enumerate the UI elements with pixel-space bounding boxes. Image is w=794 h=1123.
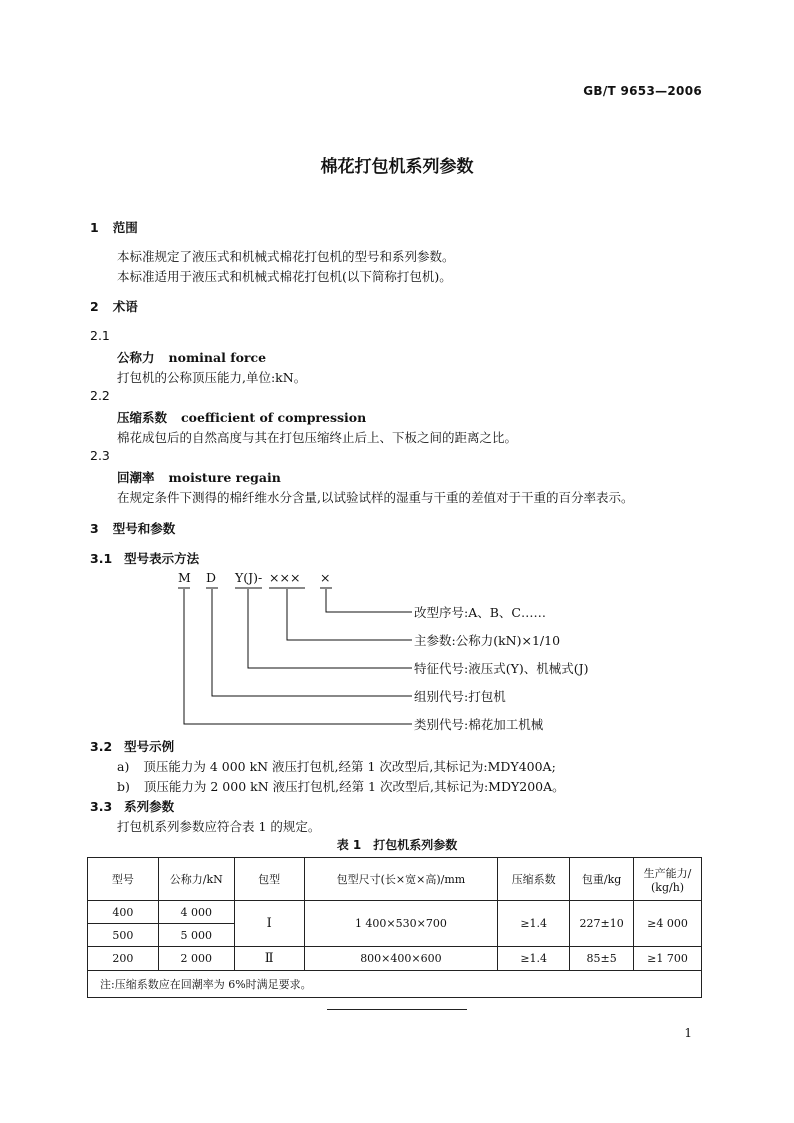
term-2-2-definition: 棉花成包后的自然高度与其在打包压缩终止后上、下板之间的距离之比。 — [117, 430, 518, 445]
section-1-number: 1 — [90, 220, 99, 235]
cell-model: 400 — [88, 901, 159, 924]
diagram-label-feature: 特征代号:液压式(Y)、机械式(J) — [414, 661, 589, 676]
table-header-row — [88, 858, 702, 901]
section-3-2-heading — [90, 737, 174, 755]
header-capacity-line-1: 生产能力/ — [643, 866, 692, 880]
section-3-1-title: 型号表示方法 — [124, 551, 200, 566]
section-3-2-title: 型号示例 — [124, 739, 175, 754]
section-1-para-2: 本标准适用于液压式和机械式棉花打包机(以下简称打包机)。 — [117, 269, 452, 284]
leader-feature — [248, 589, 412, 668]
cell-force: 2 000 — [158, 947, 234, 971]
cell-force: 5 000 — [158, 924, 234, 947]
term-2-1-cn: 公称力 — [117, 350, 155, 365]
cell-model: 200 — [88, 947, 159, 971]
table-row — [88, 947, 702, 971]
section-3-title: 型号和参数 — [112, 521, 176, 536]
section-2-number: 2 — [90, 299, 99, 314]
example-b-text: 顶压能力为 2 000 kN 液压打包机,经第 1 次改型后,其标记为:MDY200A。 — [143, 779, 565, 794]
example-b-marker: b) — [117, 779, 130, 794]
term-2-3-en: moisture regain — [168, 470, 281, 485]
header-capacity-line-2: (kg/h) — [650, 880, 685, 894]
code-main-param: ××× — [269, 570, 301, 585]
section-2-title: 术语 — [112, 299, 138, 314]
table-note-row — [88, 971, 702, 998]
leader-category — [184, 589, 412, 724]
end-rule — [327, 1009, 467, 1010]
section-3-3-number: 3.3 — [90, 799, 113, 814]
term-2-3-definition: 在规定条件下测得的棉纤维水分含量,以试验试样的湿重与干重的差值对于干重的百分率表示。 — [117, 490, 634, 505]
section-3-3-title: 系列参数 — [124, 799, 175, 814]
header-model: 型号 — [88, 858, 159, 901]
section-3-3-heading — [90, 797, 174, 815]
diagram-label-group: 组别代号:打包机 — [414, 689, 506, 704]
cell-size: 1 400×530×700 — [304, 901, 498, 947]
section-3-3-para: 打包机系列参数应符合表 1 的规定。 — [117, 819, 321, 834]
header-capacity — [634, 858, 702, 901]
term-2-1-en: nominal force — [168, 350, 267, 365]
diagram-label-category: 类别代号:棉花加工机械 — [414, 717, 544, 732]
term-2-1-number: 2.1 — [90, 328, 110, 343]
table-1-caption: 表 1 打包机系列参数 — [336, 838, 458, 852]
table-row — [88, 901, 702, 924]
example-a-marker: a) — [117, 759, 130, 774]
cell-size: 800×400×600 — [304, 947, 498, 971]
term-2-1-definition: 打包机的公称顶压能力,单位:kN。 — [117, 370, 307, 385]
example-a-text: 顶压能力为 4 000 kN 液压打包机,经第 1 次改型后,其标记为:MDY400A; — [143, 759, 556, 774]
leader-main-param — [287, 589, 412, 640]
cell-force: 4 000 — [158, 901, 234, 924]
header-coef: 压缩系数 — [498, 858, 570, 901]
header-type: 包型 — [234, 858, 304, 901]
section-3-number: 3 — [90, 521, 99, 536]
section-3-2-number: 3.2 — [90, 739, 113, 754]
code-letter-d: D — [206, 570, 217, 585]
example-b — [117, 777, 565, 795]
header-size: 包型尺寸(长×宽×高)/mm — [304, 858, 498, 901]
leader-group — [212, 589, 412, 696]
cell-capacity: ≥1 700 — [634, 947, 702, 971]
cell-coef: ≥1.4 — [498, 901, 570, 947]
diagram-label-main-param: 主参数:公称力(kN)×1/10 — [414, 633, 561, 648]
cell-weight: 227±10 — [570, 901, 634, 947]
cell-type: Ⅰ — [234, 901, 304, 947]
header-force: 公称力/kN — [158, 858, 234, 901]
cell-capacity: ≥4 000 — [634, 901, 702, 947]
cell-coef: ≥1.4 — [498, 947, 570, 971]
header-weight: 包重/kg — [570, 858, 634, 901]
document-title: 棉花打包机系列参数 — [320, 157, 474, 177]
term-2-3-number: 2.3 — [90, 448, 110, 463]
cell-weight: 85±5 — [570, 947, 634, 971]
code-letters-yj: Y(J)- — [235, 570, 263, 585]
term-2-2-number: 2.2 — [90, 388, 110, 403]
code-letter-m: M — [178, 570, 191, 585]
table-1 — [87, 857, 702, 998]
cell-type: Ⅱ — [234, 947, 304, 971]
term-2-2-cn: 压缩系数 — [117, 410, 168, 425]
diagram-label-revision: 改型序号:A、B、C…… — [414, 605, 546, 620]
page-number: 1 — [684, 1026, 692, 1040]
term-2-2-en: coefficient of compression — [181, 410, 367, 425]
example-a — [117, 757, 556, 775]
table-note: 注:压缩系数应在回潮率为 6%时满足要求。 — [88, 971, 702, 998]
leader-revision — [326, 589, 412, 612]
section-1-title: 范围 — [112, 220, 138, 235]
cell-model: 500 — [88, 924, 159, 947]
standard-number: GB/T 9653—2006 — [583, 84, 702, 98]
section-3-1-number: 3.1 — [90, 551, 113, 566]
term-2-3-cn: 回潮率 — [117, 470, 155, 485]
section-1-para-1: 本标准规定了液压式和机械式棉花打包机的型号和系列参数。 — [117, 249, 455, 264]
code-revision: × — [320, 570, 331, 585]
